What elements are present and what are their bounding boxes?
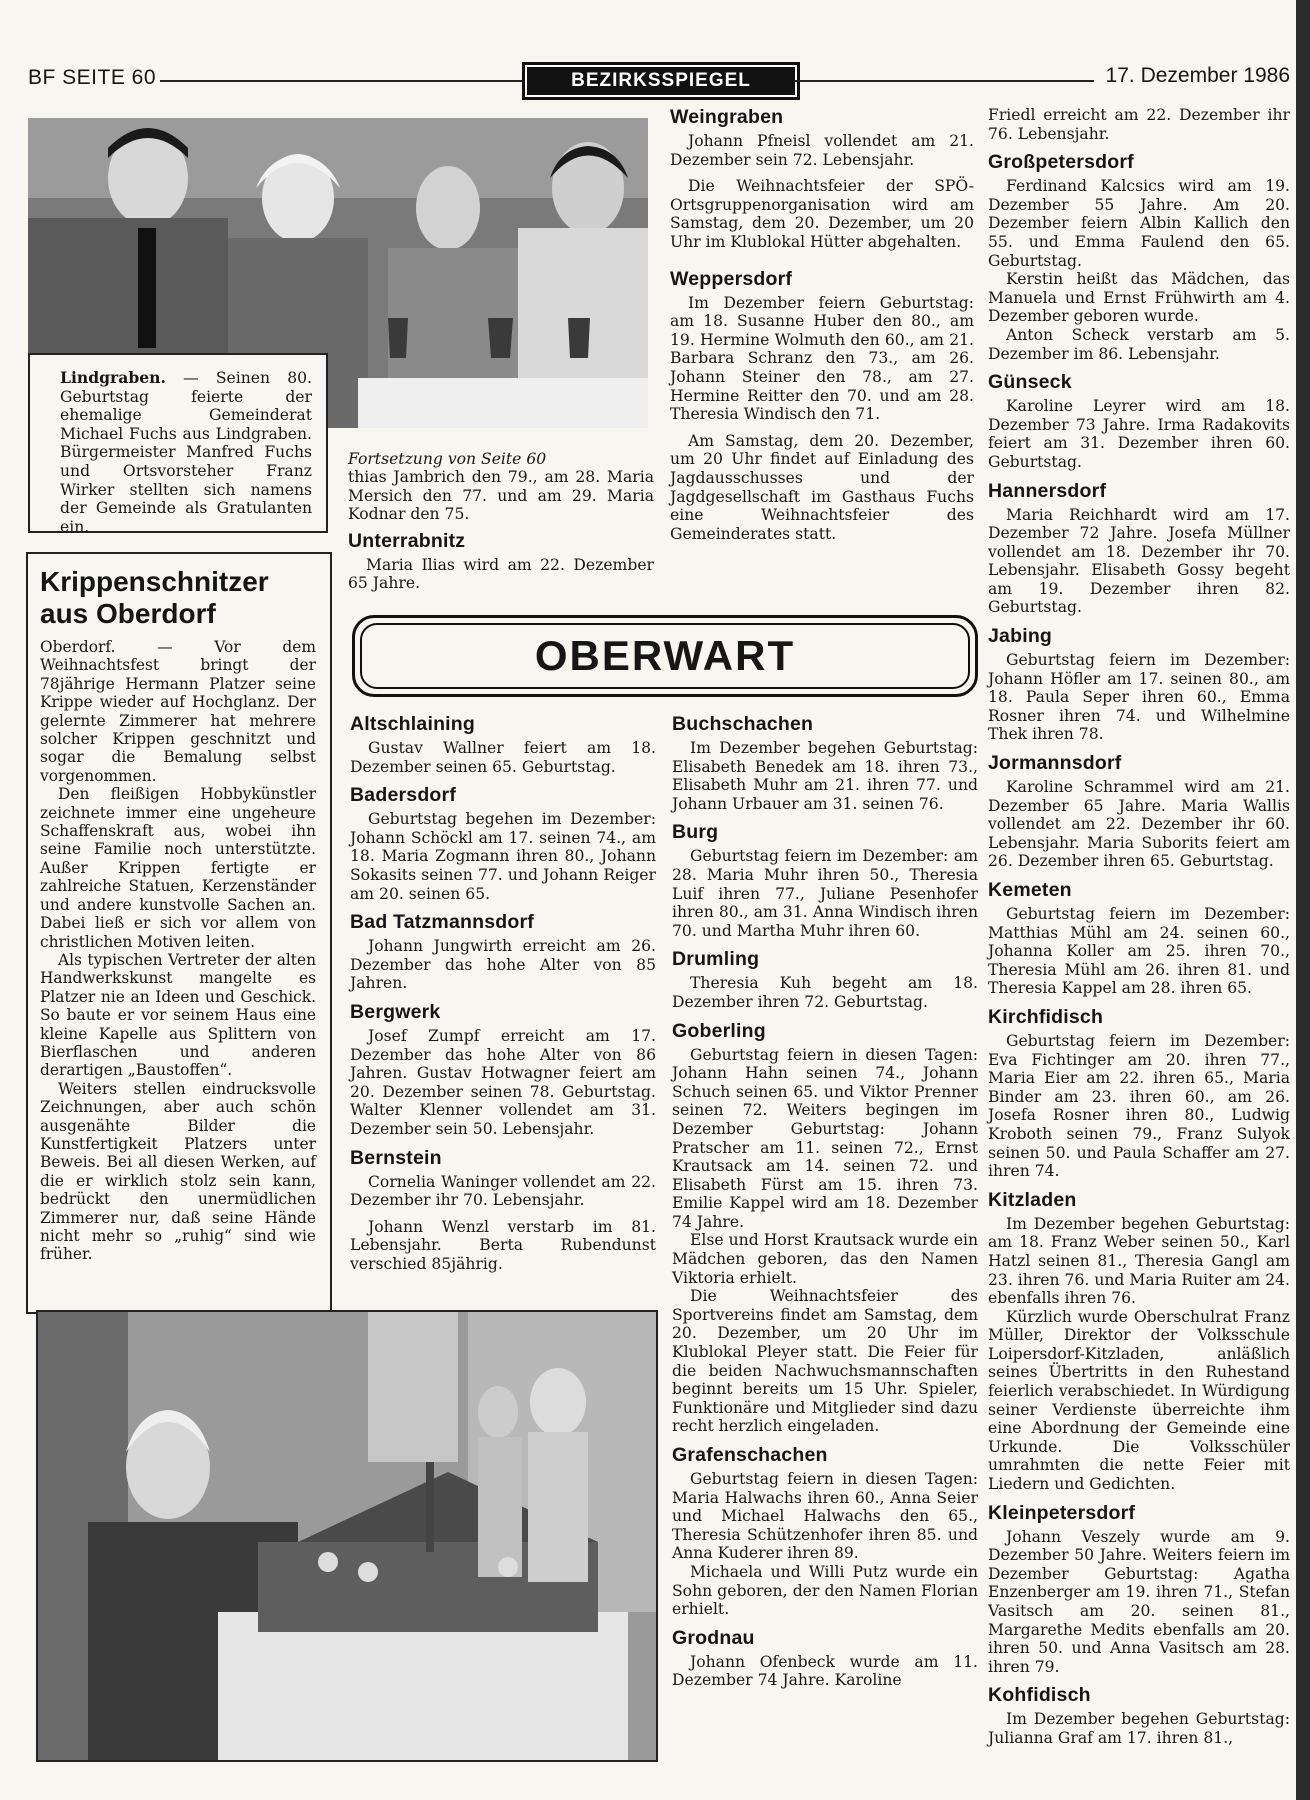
section-title: Grodnau (672, 1626, 755, 1649)
region-banner (352, 615, 978, 697)
feature-paragraph: Weiters stellen eindrucksvolle Zeichnungen, aber auch schön ausgenähte Bilder die Kunstfertigkeit Platzers unter Beweis. Bei all diesen Werken, auf die er wirklich stolz sein kann, bedrückt den unermüdlichen Zimmerer nur, daß seine Hände nicht mehr so „ruhig“ sind wie früher. (40, 1079, 316, 1264)
oberwart-mid-column (672, 705, 978, 1690)
section-paragraph: Geburtstag feiern im Dezember: Eva Fichtinger am 20. ihren 77., Maria Eier am 22. ihren 65., Maria Binder am 23. ihren 60., am 26. Josefa Rosner ihren 80., Ludwig Kroboth seinen 79., Franz Sulyok seinen 50. und Paula Schaffer am 27. ihren 74. (988, 1031, 1290, 1181)
section-title: Kemeten (988, 879, 1072, 901)
section-title: Bad Tatzmannsdorf (350, 911, 534, 934)
photo-caption (60, 369, 312, 536)
section-title: Hannersdorf (988, 479, 1107, 502)
section-title: Badersdorf (350, 784, 457, 807)
section-title: Weppersdorf (670, 267, 793, 290)
feature-paragraph: Als typischen Vertreter der alten Handwerkskunst mangelte es Platzer nie an Ideen und Geschick. So baute er vor seinem Haus eine kleine Kapelle aus Splittern von Bierflaschen und anderen derartigen „Baustoffen“. (40, 950, 316, 1080)
section-paragraph: Anton Scheck verstarb am 5. Dezember im 86. Lebensjahr. (988, 325, 1290, 363)
section-paragraph: Gustav Wallner feiert am 18. Dezember seinen 65. Geburtstag. (350, 739, 656, 776)
section-paragraph: Geburtstag feiern in diesen Tagen: Maria Halwachs ihren 60., Anna Seier und Michael Halwachs den 65., Theresia Schützenhofer ihren 85. und Anna Kuderer ihren 89. (672, 1470, 978, 1563)
header-rule-left (160, 80, 522, 82)
section-title: Bernstein (350, 1146, 442, 1169)
photo-nativity-carver (36, 1310, 658, 1762)
section-paragraph: Im Dezember feiern Geburtstag: am 18. Susanne Huber den 80., am 19. Hermine Wolmuth den 60., am 21. Barbara Schranz den 73., am 26. Johann Steiner den 78., am 27. Hermine Reitter den 70. und am 28. Theresia Windisch den 71. (670, 293, 974, 424)
feature-article-box (26, 552, 332, 1314)
section-title: Kohfidisch (988, 1684, 1091, 1707)
section-title: Unterrabnitz (348, 529, 466, 552)
header-rule-right (794, 80, 1094, 82)
section-title: Buchschachen (672, 713, 814, 735)
page-number: BF SEITE 60 (28, 66, 157, 89)
region-banner-title: OBERWART (360, 623, 970, 689)
section-paragraph: Am Samstag, dem 20. Dezember, um 20 Uhr findet auf Einladung des Jagdausschusses und der Jagdgesellschaft im Gasthaus Fuchs eine Weihnachtsfeier des Gemeinderates statt. (670, 431, 974, 543)
section-paragraph: Karoline Leyrer wird am 18. Dezember 73 Jahre. Irma Radakovits feiert am 31. Dezember ihren 60. Geburtstag. (988, 397, 1290, 471)
section-paragraph: Geburtstag feiern im Dezember: Johann Höfler am 17. seinen 80., am 18. Paula Seper ihren 60., Emma Rosner ihren 74. und Wilhelmine Thek ihren 78. (988, 651, 1290, 744)
section-paragraph: Johann Pfneisl vollendet am 21. Dezember sein 72. Lebensjahr. (670, 132, 974, 169)
section-paragraph: Karoline Schrammel wird am 21. Dezember 65 Jahre. Maria Wallis vollendet am 22. Dezember ihr 60. Lebensjahr. Maria Suborits feiert am 26. Dezember ihren 65. Geburtstag. (988, 778, 1290, 871)
right-column (988, 106, 1290, 1748)
section-paragraph: Im Dezember begehen Geburtstag: am 18. Franz Weber seinen 50., Karl Hatzl seinen 81., Theresia Gangl am 23. ihren 76. und Maria Ruiter am 24. ebenfalls ihren 76. (988, 1214, 1290, 1308)
section-paragraph: Theresia Kuh begeht am 18. Dezember ihren 72. Geburtstag. (672, 974, 978, 1011)
section-paragraph: Geburtstag feiern im Dezember: am 28. Maria Muhr ihren 50., Theresia Luif ihren 77., Juliane Pesenhofer ihren 80., am 31. Anna Windisch ihren 70. und Martha Muhr ihren 60. (672, 847, 978, 940)
section-paragraph: Michaela und Willi Putz wurde ein Sohn geboren, der den Namen Florian erhielt. (672, 1562, 978, 1619)
section-paragraph: Else und Horst Krautsack wurde ein Mädchen geboren, das den Namen Viktoria erhielt. (672, 1231, 978, 1287)
section-paragraph: Kerstin heißt das Mädchen, das Manuela und Ernst Frühwirth am 4. Dezember geboren wurde. (988, 270, 1290, 326)
section-paragraph: Geburtstag begehen im Dezember: Johann Schöckl am 17. seinen 74., am 18. Maria Zogmann ihren 80., Johann Sokasits seinen 77. und Johann Reiger am 20. seinen 65. (350, 810, 656, 903)
section-paragraph: Geburtstag feiern im Dezember: Matthias Mühl am 24. seinen 60., Johanna Koller am 25. ihren 70., Theresia Mühl am 26. ihren 81. und Theresia Kappel am 28. ihren 65. (988, 905, 1290, 998)
section-label: BEZIRKSSPIEGEL (522, 62, 800, 100)
page-edge (1296, 0, 1310, 1800)
caption-text: — Seinen 80. Geburtstag feierte der ehemalige Gemeinderat Michael Fuchs aus Lindgraben. Bürgermeister Manfred Fuchs und Ortsvorsteher Franz Wirker stellten sich namens der Gemeinde als Gratulanten ein. (60, 369, 312, 536)
feature-paragraph: Oberdorf. — Vor dem Weihnachtsfest bringt der 78jährige Hermann Platzer seine Krippe wieder auf Hochglanz. Der gelernte Zimmerer hat mehrere solcher Krippen geschnitzt und sogar die Bemalung selbst vorgenommen. (40, 638, 316, 785)
section-title: Weingraben (670, 106, 784, 128)
feature-paragraph: Den fleißigen Hobbykünstler zeichnete immer eine ungeheure Schaffenskraft aus, wobei ihn seine Familie noch unterstützte. Außer Krippen fertigte er zahlreiche Statuen, Kerzenständer und andere kunstvolle Sachen an. Dabei ließ er sich vor allem von christlichen Motiven leiten. (40, 785, 316, 951)
section-paragraph: Johann Ofenbeck wurde am 11. Dezember 74 Jahre. Karoline (672, 1652, 978, 1690)
section-title: Burg (672, 821, 719, 844)
oberwart-left-column (350, 705, 656, 1273)
section-paragraph: Josef Zumpf erreicht am 17. Dezember das hohe Alter von 86 Jahren. Gustav Hotwagner feiert am 20. Dezember seinen 78. Geburtstag. Walter Klenner vollendet am 31. Dezember sein 50. Lebensjahr. (350, 1026, 656, 1138)
section-paragraph: Ferdinand Kalcsics wird am 19. Dezember 55 Jahre. Am 20. Dezember feiern Albin Kallich den 55. und Emma Faulend den 65. Geburtstag. (988, 177, 1290, 270)
section-paragraph: Johann Veszely wurde am 9. Dezember 50 Jahre. Weiters feiern im Dezember Geburtstag: Agatha Enzenberger am 19. ihren 71., Stefan Vasitsch am 20. seinen 81., Margarethe Medits ebenfalls am 20. ihren 50. und Anna Vasitsch am 28. ihren 79. (988, 1527, 1290, 1676)
section-title: Drumling (672, 948, 760, 971)
section-title: Kleinpetersdorf (988, 1501, 1136, 1524)
section-title: Goberling (672, 1019, 766, 1042)
feature-title: Krippenschnitzer aus Oberdorf (40, 566, 269, 629)
section-paragraph: Kürzlich wurde Oberschulrat Franz Müller, Direktor der Volksschule Loipersdorf-Kitzladen, anläßlich seines Übertritts in den Ruhestand feierlich verabschiedet. In Würdigung seiner Verdienste überreichte ihm eine Abordnung der Gemeinde eine Urkunde. Die Volksschüler umrahmten die nette Feier mit Liedern und Gedichten. (988, 1307, 1290, 1494)
upper-mid-column (670, 104, 974, 543)
photo-caption-box (28, 353, 328, 536)
section-paragraph: Johann Jungwirth erreicht am 26. Dezember das hohe Alter von 85 Jahren. (350, 937, 656, 993)
section-paragraph: Im Dezember begehen Geburtstag: Julianna Graf am 17. ihren 81., (988, 1710, 1290, 1747)
section-paragraph: Die Weihnachtsfeier des Sportvereins findet am Samstag, dem 20. Dezember, um 20 Uhr im Klublokal Pleyer statt. Die Feier für die beiden Nachwuchsmannschaften beginnt bereits um 15 Uhr. Spieler, Funktionäre und Mitglieder sind dazu recht herzlich eingeladen. (672, 1287, 978, 1436)
continuation-note: Fortsetzung von Seite 60 (348, 450, 547, 468)
section-paragraph: Geburtstag feiern in diesen Tagen: Johann Hahn seinen 74., Johann Schuch seinen 65. und Viktor Prenner seinen 72. Weiters begingen im Dezember Geburtstag: Johann Pratscher am 11. seinen 72., Ernst Krautsack am 14. seinen 72. und Elisabeth Fürst am 15. ihren 73. Emilie Kappel wird am 18. Dezember 74 Jahre. (672, 1045, 978, 1231)
section-paragraph: Im Dezember begehen Geburtstag: Elisabeth Benedek am 18. ihren 73., Elisabeth Muhr am 21. ihren 77. und Johann Urbauer am 31. seinen 76. (672, 739, 978, 813)
caption-lead: Lindgraben. (60, 368, 166, 387)
section-title: Bergwerk (350, 1000, 441, 1023)
section-title: Kirchfidisch (988, 1005, 1104, 1028)
section-paragraph: Cornelia Waninger vollendet am 22. Dezember ihr 70. Lebensjahr. (350, 1172, 656, 1210)
continued-paragraph: Friedl erreicht am 22. Dezember ihr 76. Lebensjahr. (988, 106, 1290, 143)
section-title: Jabing (988, 625, 1053, 648)
issue-date: 17. Dezember 1986 (1105, 64, 1290, 87)
section-title: Günseck (988, 371, 1072, 394)
section-title: Großpetersdorf (988, 151, 1134, 174)
section-title: Kitzladen (988, 1188, 1077, 1211)
section-title: Jormannsdorf (988, 752, 1122, 775)
section-paragraph: Maria Reichhardt wird am 17. Dezember 72 Jahre. Josefa Müllner vollendet am 18. Dezember ihr 70. Lebensjahr. Elisabeth Gossy begeht am 19. Dezember ihren 82. Geburtstag. (988, 505, 1290, 617)
section-paragraph: Die Weihnachtsfeier der SPÖ-Ortsgruppenorganisation wird am Samstag, dem 20. Dezember, um 20 Uhr im Klublokal Hütter abgehalten. (670, 177, 974, 251)
section-paragraph: Johann Wenzl verstarb im 81. Lebensjahr. Berta Rubendunst verschied 85jährig. (350, 1217, 656, 1273)
continuation-block (348, 450, 654, 593)
section-paragraph: Maria Ilias wird am 22. Dezember 65 Jahre. (348, 555, 654, 593)
continuation-text: thias Jambrich den 79., am 28. Maria Mersich den 77. und am 29. Maria Kodnar den 75. (348, 468, 654, 524)
section-title: Grafenschachen (672, 1444, 828, 1466)
section-title: Altschlaining (350, 713, 476, 735)
